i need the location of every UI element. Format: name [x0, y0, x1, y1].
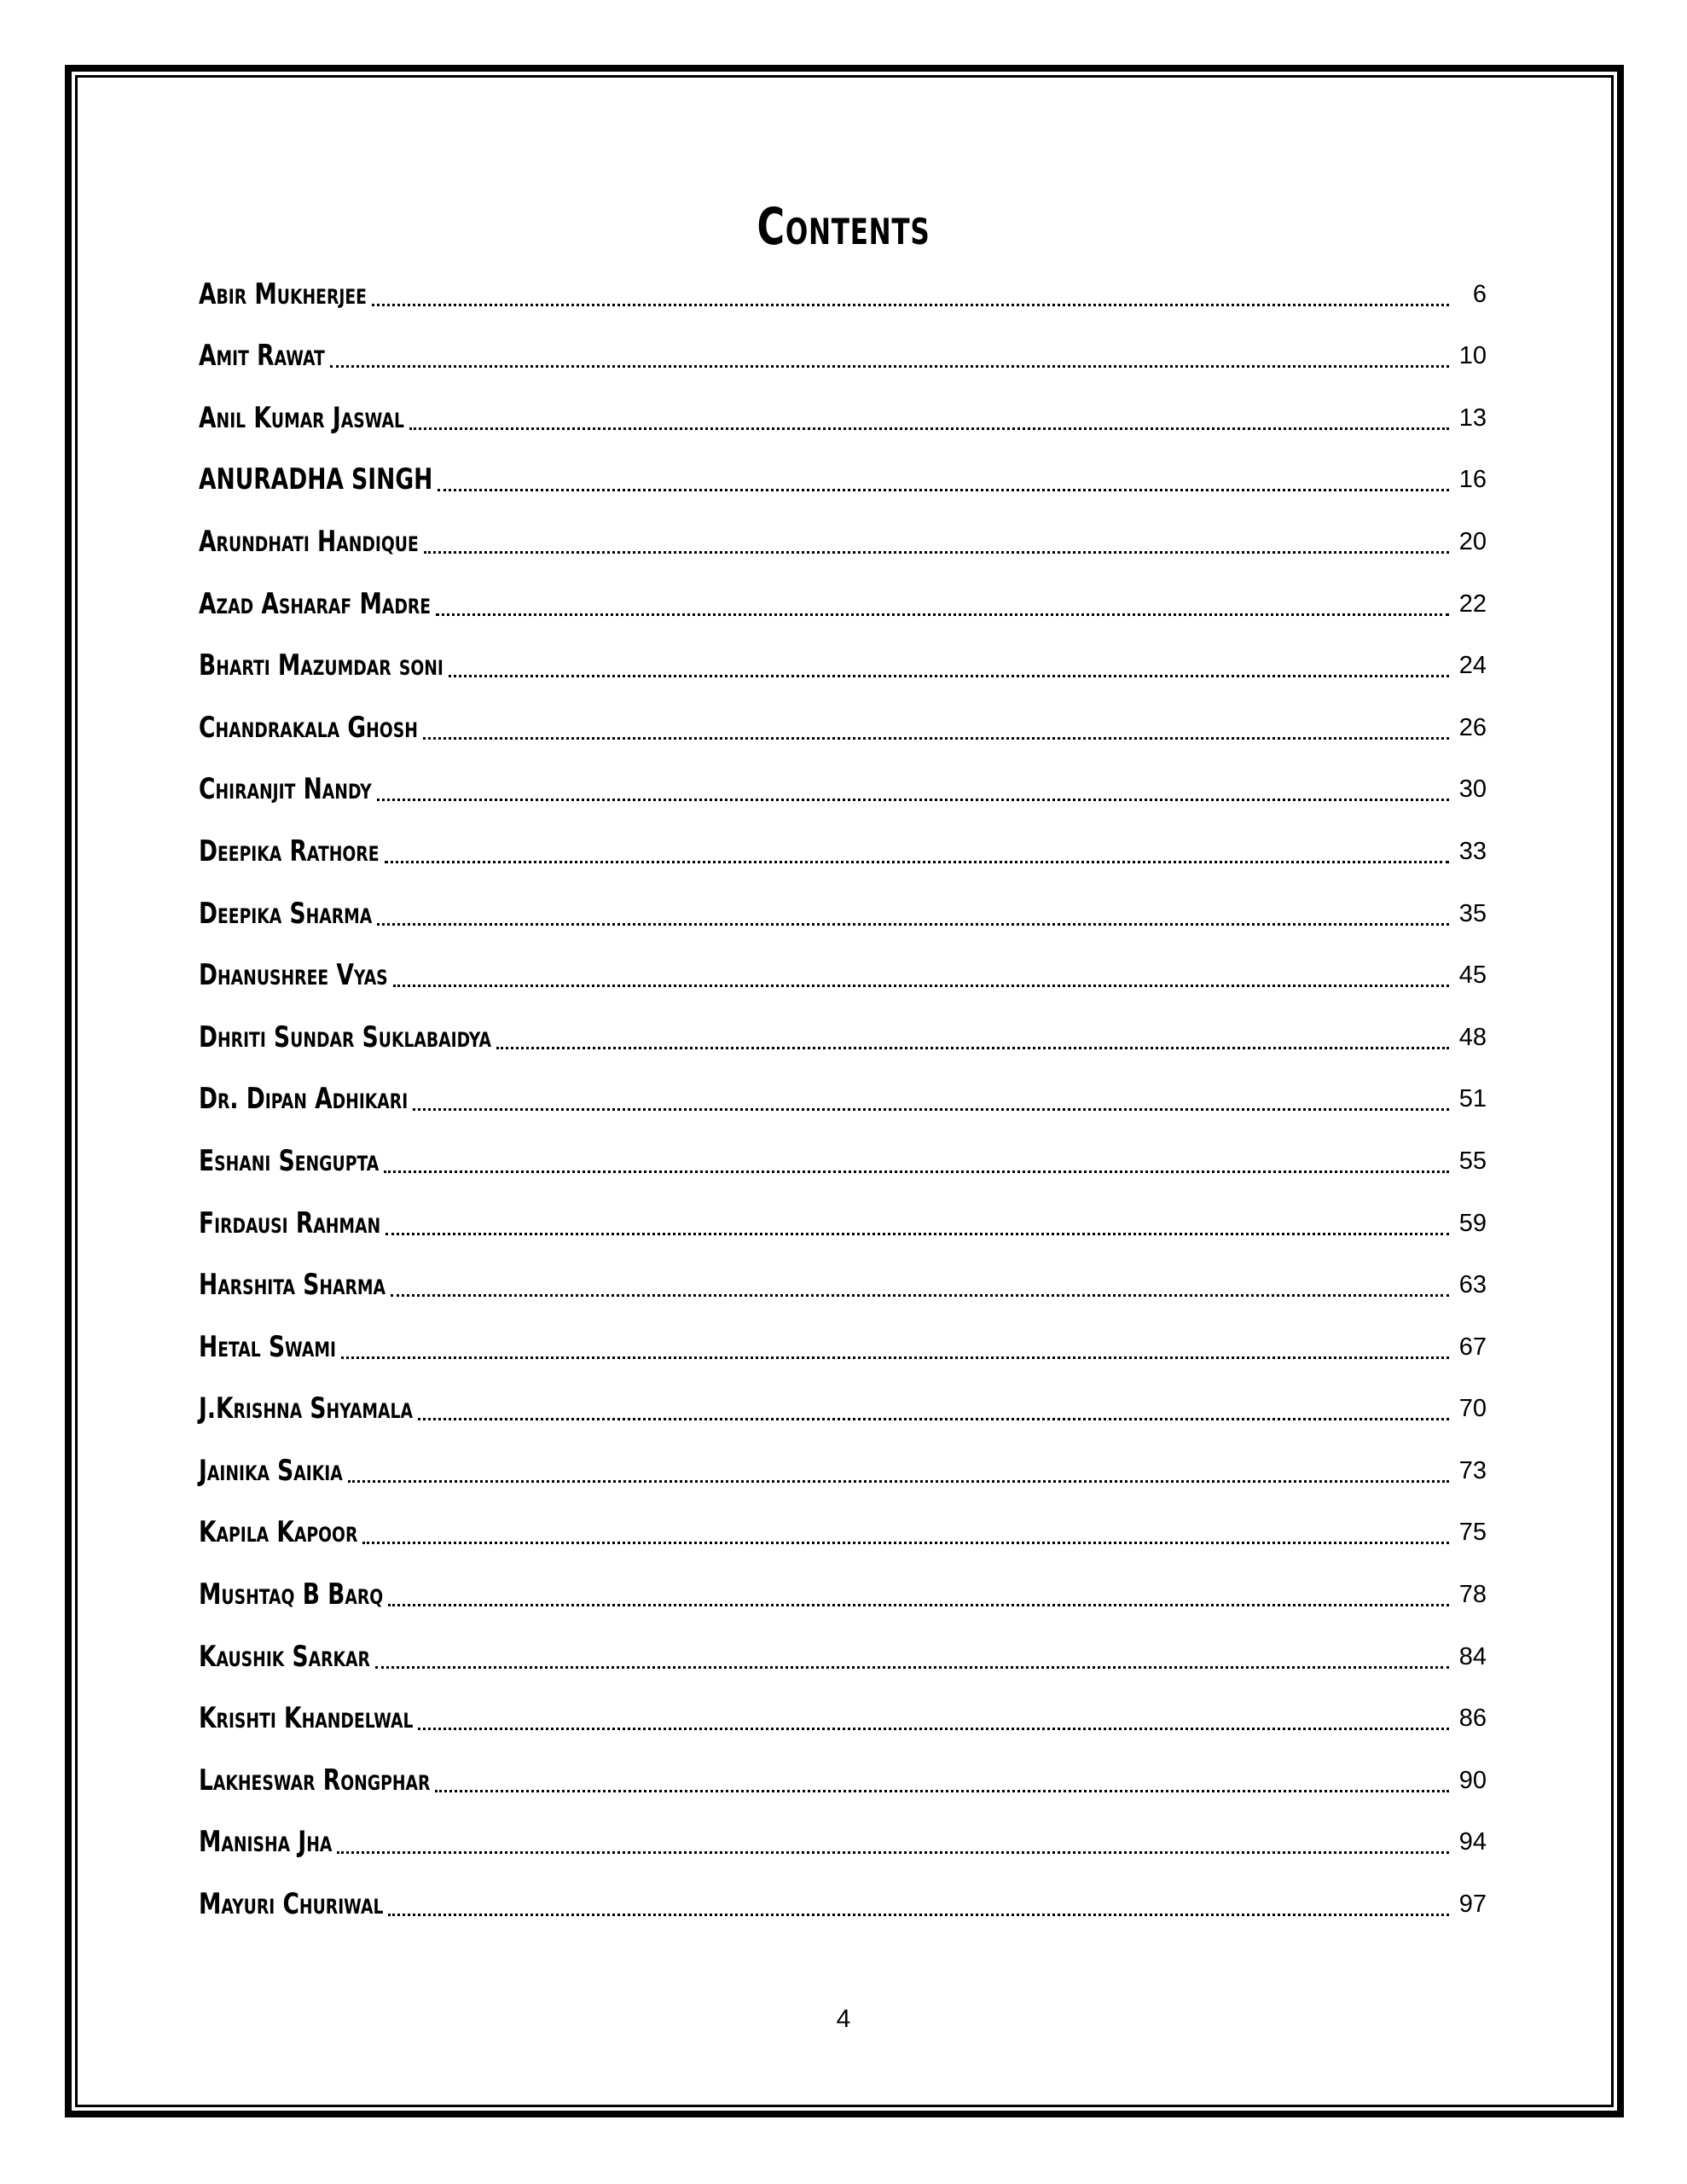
- toc-dot-leader: [413, 1108, 1449, 1111]
- toc-entry-name-wrap: [199, 1880, 383, 1928]
- toc-dot-leader: [384, 1170, 1449, 1173]
- toc-entry-name: Anil Kumar Jaswal: [199, 400, 404, 435]
- toc-entry-name-wrap: [199, 456, 432, 503]
- toc-entry-name-wrap: [199, 1633, 370, 1681]
- toc-entry-page: 16: [1458, 466, 1487, 494]
- toc-entry-page: 26: [1458, 713, 1487, 741]
- toc-entry[interactable]: [199, 1495, 1487, 1557]
- toc-dot-leader: [418, 1728, 1449, 1730]
- toc-entry-name: Deepika Sharma: [199, 896, 373, 931]
- toc-entry-name-wrap: [199, 1199, 380, 1247]
- toc-entry-name: Dr. Dipan Adhikari: [199, 1082, 409, 1117]
- toc-entry-page: 20: [1458, 527, 1487, 555]
- toc-entry-name-wrap: [199, 1323, 336, 1371]
- toc-entry[interactable]: [199, 1371, 1487, 1433]
- toc-entry-page: 55: [1458, 1147, 1487, 1175]
- toc-dot-leader: [418, 1418, 1449, 1420]
- toc-entry[interactable]: [199, 1061, 1487, 1124]
- toc-dot-leader: [388, 1604, 1449, 1606]
- contents-title: Contents: [757, 197, 930, 257]
- toc-entry-name: Chiranjit Nandy: [199, 772, 372, 807]
- toc-dot-leader: [388, 1914, 1449, 1916]
- toc-entry-page: 84: [1458, 1642, 1487, 1670]
- toc-entry-name: Dhriti Sundar Suklabaidya: [199, 1019, 492, 1054]
- toc-entry[interactable]: [199, 1123, 1487, 1185]
- toc-entry-name: Bharti Mazumdar soni: [199, 648, 443, 683]
- toc-dot-leader: [409, 427, 1449, 430]
- toc-entry[interactable]: [199, 813, 1487, 875]
- toc-dot-leader: [436, 613, 1449, 616]
- toc-entry[interactable]: [199, 380, 1487, 442]
- toc-entry[interactable]: [199, 1247, 1487, 1310]
- toc-entry-name-wrap: [199, 642, 443, 689]
- toc-dot-leader: [377, 923, 1449, 926]
- toc-entry-name: Azad Asharaf Madre: [199, 586, 432, 621]
- toc-entry-page: 10: [1458, 342, 1487, 370]
- toc-entry-name: Chandrakala Ghosh: [199, 710, 418, 745]
- toc-entry-name: Firdausi Rahman: [199, 1205, 381, 1240]
- toc-dot-leader: [385, 861, 1450, 863]
- toc-entry-name-wrap: [199, 580, 431, 628]
- toc-entry-name-wrap: [199, 951, 388, 999]
- toc-entry-name: J.Krishna Shyamala: [199, 1391, 413, 1426]
- toc-entry[interactable]: [199, 503, 1487, 566]
- toc-entry[interactable]: [199, 1804, 1487, 1867]
- toc-entry-page: 63: [1458, 1271, 1487, 1299]
- toc-entry-name: Amit Rawat: [199, 339, 325, 374]
- toc-entry-name: Manisha Jha: [199, 1825, 333, 1860]
- toc-entry-page: 97: [1458, 1891, 1487, 1919]
- toc-entry-name: Abir Mukherjee: [199, 276, 367, 311]
- toc-entry[interactable]: [199, 318, 1487, 380]
- toc-entry-page: 78: [1458, 1581, 1487, 1609]
- toc-entry[interactable]: [199, 752, 1487, 814]
- toc-entry-name-wrap: [199, 1818, 332, 1866]
- toc-entry[interactable]: [199, 689, 1487, 752]
- toc-entry-page: 75: [1458, 1519, 1487, 1547]
- toc-dot-leader: [438, 489, 1449, 491]
- toc-entry-page: 90: [1458, 1766, 1487, 1794]
- toc-entry[interactable]: [199, 1742, 1487, 1804]
- toc-entry[interactable]: [199, 1618, 1487, 1681]
- toc-entry-name-wrap: [199, 1075, 408, 1123]
- toc-entry-page: 6: [1472, 280, 1487, 308]
- toc-dot-leader: [449, 675, 1449, 677]
- toc-entry-page: 48: [1458, 1023, 1487, 1051]
- toc-entry-page: 22: [1458, 590, 1487, 618]
- toc-entry-name-wrap: [199, 518, 419, 566]
- toc-entry[interactable]: [199, 875, 1487, 938]
- toc-entry-name: Kaushik Sarkar: [199, 1639, 370, 1674]
- toc-entry-name-wrap: [199, 1014, 491, 1061]
- table-of-contents: [199, 256, 1487, 1928]
- toc-dot-leader: [496, 1047, 1449, 1049]
- toc-entry[interactable]: [199, 1309, 1487, 1371]
- toc-dot-leader: [362, 1542, 1449, 1544]
- toc-entry-name-wrap: [199, 270, 367, 318]
- toc-dot-leader: [424, 551, 1449, 554]
- toc-entry-page: 35: [1458, 899, 1487, 927]
- toc-dot-leader: [348, 1480, 1449, 1483]
- toc-entry-page: 13: [1458, 404, 1487, 432]
- toc-entry[interactable]: [199, 999, 1487, 1061]
- toc-entry-page: 51: [1458, 1085, 1487, 1113]
- toc-entry-name-wrap: [199, 1508, 357, 1556]
- toc-entry-page: 33: [1458, 837, 1487, 865]
- toc-entry-name-wrap: [199, 1694, 413, 1742]
- toc-entry-name-wrap: [199, 1137, 379, 1185]
- toc-entry-page: 73: [1458, 1456, 1487, 1484]
- toc-dot-leader: [377, 799, 1449, 801]
- toc-dot-leader: [330, 365, 1449, 368]
- toc-dot-leader: [372, 304, 1449, 306]
- toc-entry-page: 59: [1458, 1209, 1487, 1237]
- toc-entry[interactable]: [199, 442, 1487, 504]
- toc-entry-name-wrap: [199, 704, 418, 752]
- toc-dot-leader: [341, 1356, 1449, 1359]
- toc-entry-name-wrap: [199, 1447, 343, 1495]
- toc-entry-name: Mushtaq B Barq: [199, 1577, 384, 1612]
- toc-entry-name: Lakheswar Rongphar: [199, 1763, 431, 1798]
- toc-entry-name-wrap: [199, 828, 380, 875]
- toc-entry[interactable]: [199, 1185, 1487, 1247]
- toc-entry-name: Eshani Sengupta: [199, 1143, 380, 1178]
- toc-entry-name: Hetal Swami: [199, 1329, 336, 1364]
- toc-entry[interactable]: [199, 1432, 1487, 1495]
- toc-entry-page: 94: [1458, 1828, 1487, 1856]
- toc-dot-leader: [391, 1294, 1449, 1297]
- toc-entry[interactable]: [199, 938, 1487, 1000]
- toc-dot-leader: [393, 985, 1449, 987]
- toc-dot-leader: [423, 737, 1449, 740]
- toc-entry-page: 45: [1458, 961, 1487, 990]
- toc-entry-name: Deepika Rathore: [199, 834, 380, 868]
- toc-dot-leader: [337, 1851, 1449, 1854]
- toc-entry-name-wrap: [199, 1571, 383, 1618]
- toc-entry-page: 67: [1458, 1333, 1487, 1361]
- toc-entry[interactable]: [199, 566, 1487, 628]
- toc-entry-name: Mayuri Churiwal: [199, 1887, 384, 1922]
- toc-entry-name-wrap: [199, 1261, 386, 1309]
- toc-entry[interactable]: [199, 1866, 1487, 1928]
- toc-entry-name: Jainika Saikia: [199, 1453, 343, 1488]
- toc-entry[interactable]: [199, 1681, 1487, 1743]
- toc-entry-name-wrap: [199, 332, 325, 380]
- toc-dot-leader: [435, 1790, 1449, 1792]
- toc-entry-name: Krishti Khandelwal: [199, 1701, 414, 1736]
- toc-entry-page: 86: [1458, 1705, 1487, 1733]
- toc-entry-name: Kapila Kapoor: [199, 1515, 358, 1550]
- toc-entry-page: 24: [1458, 652, 1487, 680]
- toc-entry-name-wrap: [199, 890, 372, 938]
- toc-entry-name: Arundhati Handique: [199, 524, 419, 559]
- toc-entry-name: Harshita Sharma: [199, 1268, 386, 1303]
- toc-dot-leader: [386, 1233, 1449, 1235]
- toc-entry-name: ANURADHA SINGH: [199, 462, 433, 497]
- toc-entry-page: 70: [1458, 1395, 1487, 1423]
- toc-entry-name-wrap: [199, 1385, 413, 1432]
- toc-entry[interactable]: [199, 628, 1487, 690]
- toc-entry[interactable]: [199, 1556, 1487, 1618]
- toc-entry-page: 30: [1458, 775, 1487, 804]
- toc-entry-name-wrap: [199, 765, 372, 813]
- page-number: 4: [836, 2005, 851, 2033]
- toc-entry-name-wrap: [199, 394, 404, 442]
- toc-entry[interactable]: [199, 256, 1487, 318]
- toc-entry-name: Dhanushree Vyas: [199, 958, 388, 993]
- toc-entry-name-wrap: [199, 1757, 430, 1804]
- toc-dot-leader: [375, 1666, 1449, 1669]
